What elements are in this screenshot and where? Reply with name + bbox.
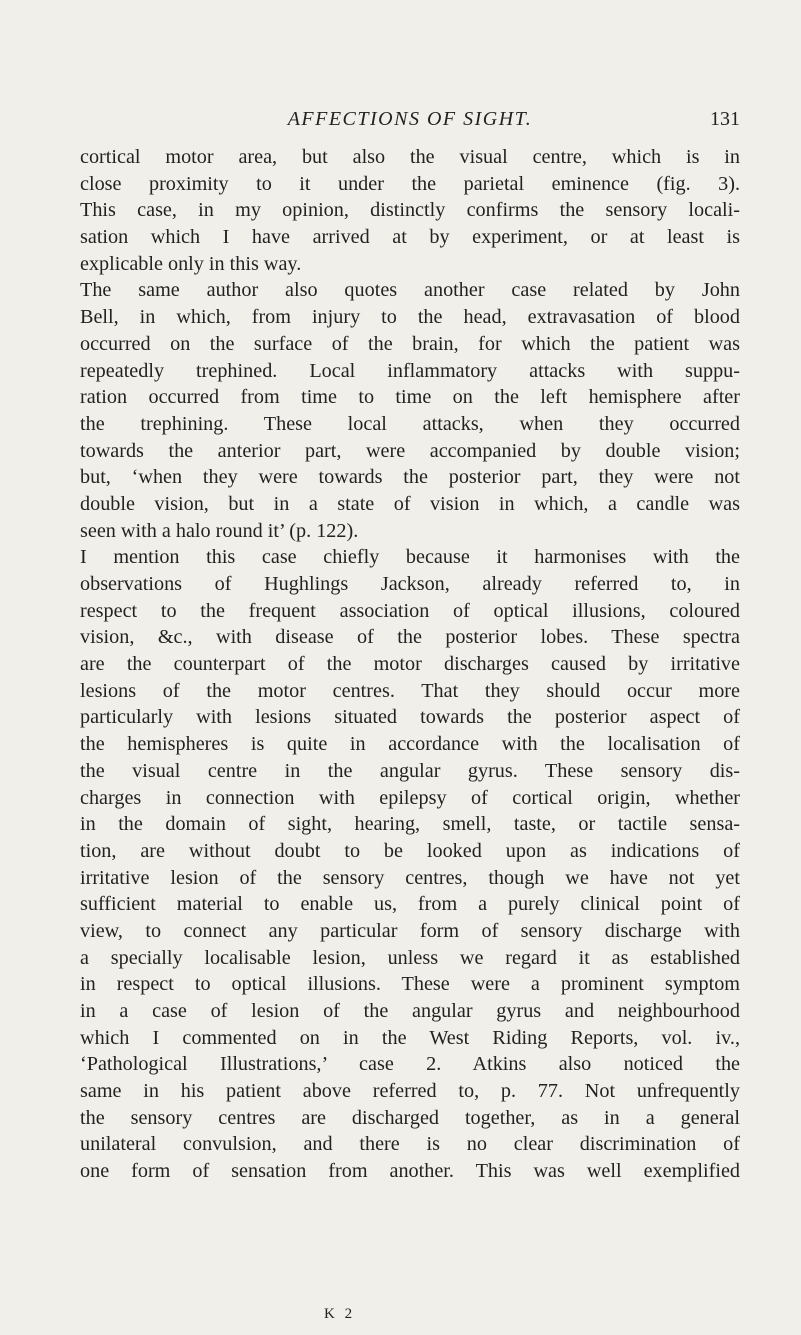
text-line: irritative lesion of the sensory centres, though we have not yet	[80, 866, 740, 889]
text-line: a specially localisable lesion, unless we regard it as established	[80, 946, 740, 969]
text-line: seen with a halo round it’ (p. 122).	[80, 519, 359, 542]
text-line: are the counterpart of the motor discharges caused by irritative	[80, 653, 740, 676]
text-line: in the domain of sight, hearing, smell, taste, or tactile sensa-	[80, 813, 740, 836]
text-line: towards the anterior part, were accompanied by double vision;	[80, 439, 740, 462]
text-line: ‘Pathological Illustrations,’ case 2. Atkins also noticed the	[80, 1053, 740, 1076]
signature-mark: K 2	[324, 1306, 356, 1322]
text-line: occurred on the surface of the brain, for which the patient was	[80, 332, 740, 355]
text-line: The same author also quotes another case related by John	[80, 279, 740, 302]
text-line: unilateral convulsion, and there is no clear discrimination of	[80, 1133, 740, 1156]
running-title: AFFECTIONS OF SIGHT.	[287, 108, 533, 130]
text-line: in respect to optical illusions. These were a prominent symptom	[80, 973, 740, 996]
text-line: in a case of lesion of the angular gyrus and neighbourhood	[80, 1000, 740, 1022]
text-line: the visual centre in the angular gyrus. These sensory dis-	[80, 759, 740, 782]
text-line: the sensory centres are discharged together, as in a general	[80, 1106, 740, 1129]
text-line: one form of sensation from another. This was well exemplified	[80, 1160, 740, 1183]
body-text	[80, 144, 740, 1185]
running-head	[80, 104, 740, 134]
text-line: the hemispheres is quite in accordance with the localisation of	[80, 733, 740, 756]
page-number: 131	[710, 108, 740, 130]
text-line: I mention this case chiefly because it harmonises with the	[80, 546, 740, 569]
text-line: respect to the frequent association of optical illusions, coloured	[80, 599, 740, 622]
text-line: the trephining. These local attacks, when they occurred	[80, 412, 740, 435]
text-line: explicable only in this way.	[80, 252, 302, 275]
text-line: ration occurred from time to time on the left hemisphere after	[80, 386, 740, 409]
text-line: Bell, in which, from injury to the head, extravasation of blood	[80, 306, 740, 329]
text-line: tion, are without doubt to be looked upon as indications of	[80, 839, 740, 862]
text-line: cortical motor area, but also the visual centre, which is in	[80, 146, 740, 168]
text-line: lesions of the motor centres. That they should occur more	[80, 679, 740, 702]
text-line: repeatedly trephined. Local inflammatory attacks with suppu-	[80, 359, 740, 382]
text-line: vision, &c., with disease of the posterior lobes. These spectra	[80, 626, 740, 649]
text-line: double vision, but in a state of vision in which, a candle was	[80, 492, 740, 515]
text-line: particularly with lesions situated towards the posterior aspect of	[80, 706, 740, 729]
text-line: same in his patient above referred to, p. 77. Not unfrequently	[80, 1080, 740, 1103]
text-line: observations of Hughlings Jackson, already referred to, in	[80, 573, 740, 595]
text-line: charges in connection with epilepsy of cortical origin, whether	[80, 786, 740, 809]
text-line: sation which I have arrived at by experiment, or at least is	[80, 226, 740, 249]
text-line: which I commented on in the West Riding Reports, vol. iv.,	[80, 1026, 740, 1049]
text-line: but, ‘when they were towards the posterior part, they were not	[80, 466, 740, 489]
text-line: close proximity to it under the parietal eminence (fig. 3).	[80, 172, 740, 195]
text-line: sufficient material to enable us, from a purely clinical point of	[80, 893, 740, 916]
text-line: This case, in my opinion, distinctly confirms the sensory locali-	[80, 199, 740, 222]
text-line: view, to connect any particular form of sensory discharge with	[80, 919, 740, 942]
